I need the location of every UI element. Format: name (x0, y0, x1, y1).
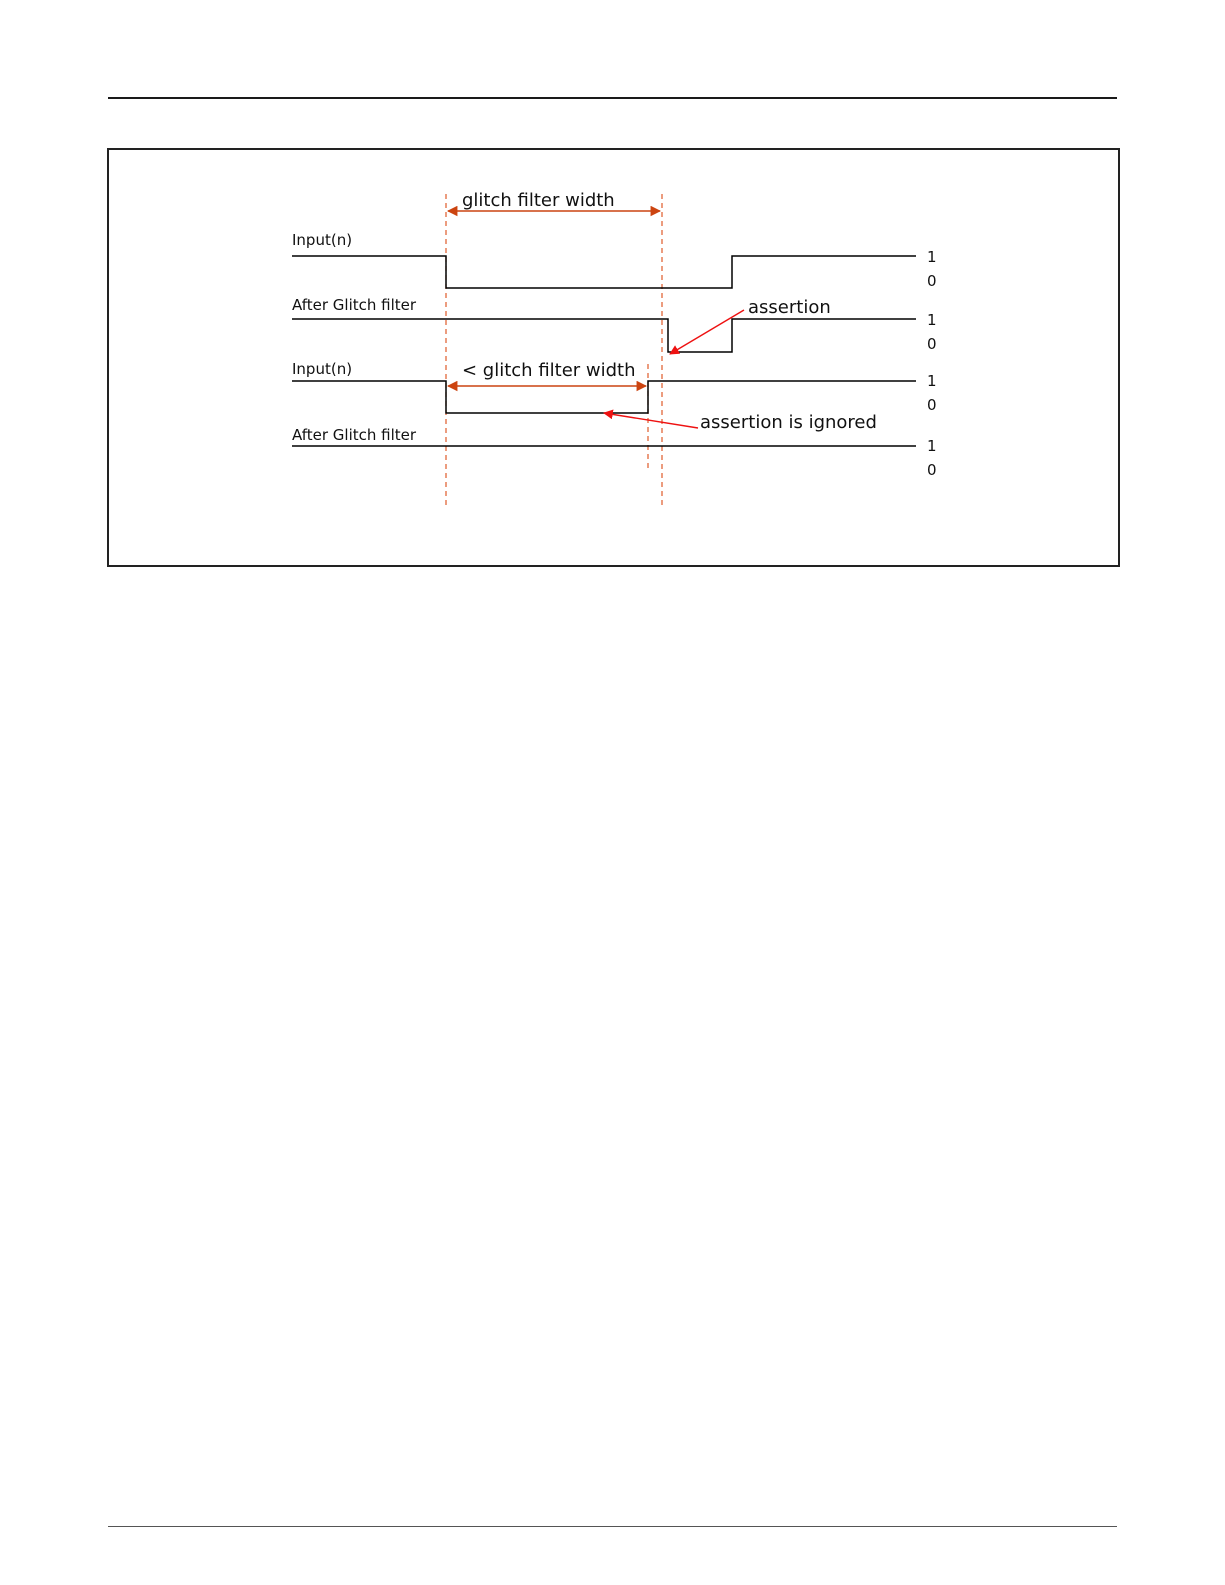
level-high-2: 1 (927, 311, 937, 329)
width-dimension-label: glitch filter width (462, 190, 615, 211)
level-high-3: 1 (927, 372, 937, 390)
short-dimension-label: < glitch filter width (462, 360, 636, 381)
signal-label-filtered-1: After Glitch filter (292, 296, 417, 314)
level-low-4: 0 (927, 461, 937, 479)
timing-diagram (0, 0, 1225, 600)
signal-label-filtered-2: After Glitch filter (292, 426, 417, 444)
signal-label-input-2: Input(n) (292, 360, 353, 378)
waveform-input-1 (292, 256, 916, 288)
level-low-1: 0 (927, 272, 937, 290)
signal-label-input-1: Input(n) (292, 231, 353, 249)
assertion-label: assertion (748, 297, 831, 318)
ignored-label: assertion is ignored (700, 412, 877, 433)
level-low-2: 0 (927, 335, 937, 353)
assertion-pointer-arrow (670, 310, 744, 354)
waveform-filtered-1 (292, 319, 916, 352)
ignored-pointer-arrow (604, 413, 698, 428)
level-high-1: 1 (927, 248, 937, 266)
footer-rule (108, 1526, 1117, 1527)
level-low-3: 0 (927, 396, 937, 414)
level-high-4: 1 (927, 437, 937, 455)
